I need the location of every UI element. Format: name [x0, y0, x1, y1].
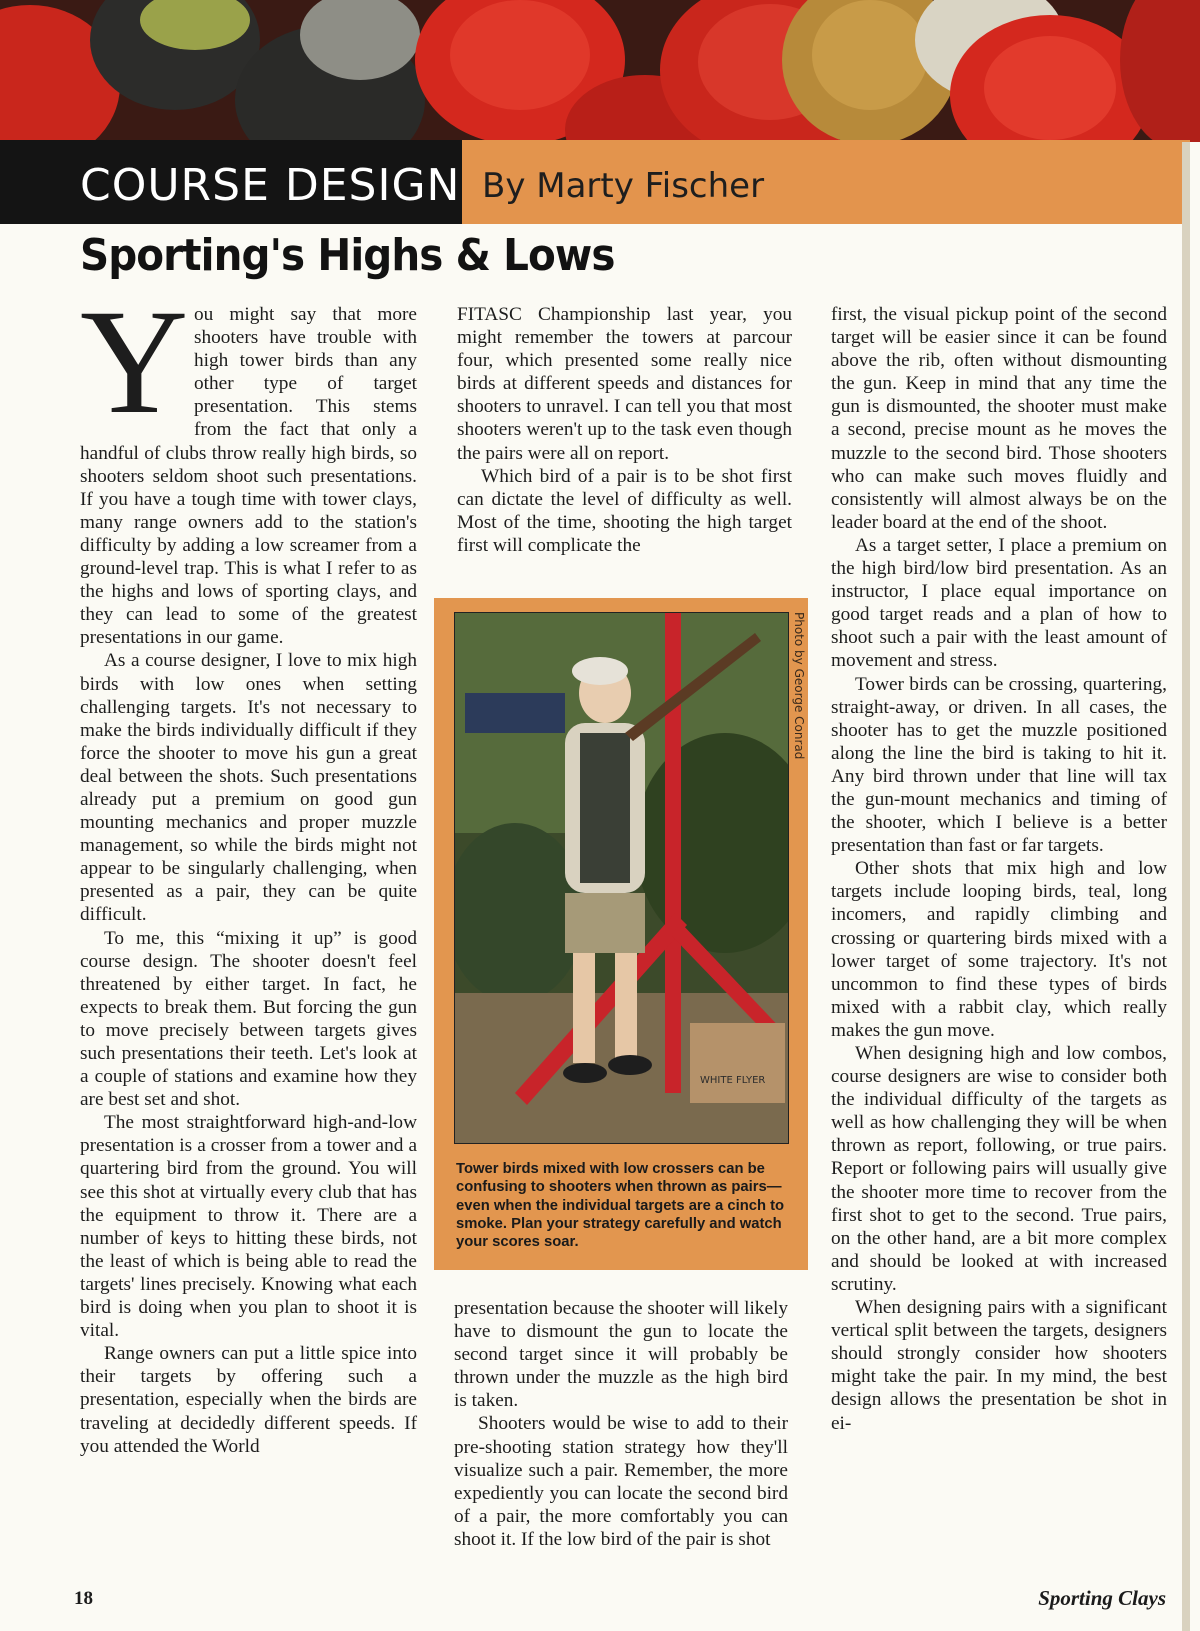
section-header [0, 140, 1190, 224]
paragraph: presentation because the shooter will likely have to dismount the gun to locate the second target since it will probably be thrown under the muzzle as the high bird is taken. [454, 1298, 788, 1412]
paragraph: Tower birds can be crossing, quartering, straight-away, or driven. In all cases, the shooter has to get the muzzle positioned along the line the bird is taking to hit it. Any bird thrown under that line will tax the gun-mount mechanics and timing of the shooter, which I believe is a better presentation than fast or far targets. [831, 673, 1167, 857]
paragraph: Shooters would be wise to add to their pre-shooting station strategy how they'll visualize such a pair. Remember, the more expediently you can locate the second bird of a pair, the more comfortably you can shoot it. If the low bird of the pair is shot [454, 1413, 788, 1550]
article-column-2-bottom [454, 1297, 788, 1567]
paragraph: Other shots that mix high and low targets include looping birds, teal, long incomers, and rapidly climbing and crossing or quartering birds mixed with a lower target of some trajectory. It's not uncommon to find these types of birds mixed with a rabbit clay, which really makes the gun move. [831, 858, 1167, 1041]
drop-cap: Y [80, 279, 189, 445]
page-number: 18 [74, 1588, 93, 1609]
clay-targets-banner [0, 0, 1200, 142]
paragraph: Which bird of a pair is to be shot first can dictate the level of difficulty as well. Most of the time, shooting the high target first will complicate the [457, 465, 792, 556]
ammo-box-label: WHITE FLYER [700, 1075, 766, 1086]
paragraph: Range owners can put a little spice into their targets by offering such a presentation, especially when the birds are traveling at decidedly different speeds. If you attended the World [80, 1343, 417, 1457]
article-column-2-top [457, 303, 792, 593]
photo-credit: Photo by George Conrad [792, 612, 806, 760]
article-column-1 [80, 279, 417, 1565]
article-column-3 [831, 303, 1167, 1565]
magazine-name: Sporting Clays [1038, 1586, 1166, 1610]
photo-caption: Tower birds mixed with low crossers can be confusing to shooters when thrown as pairs—even when the individual targets are a cinch to smoke. Plan your strategy carefully and watch your scores soar. [456, 1161, 785, 1251]
paragraph: You might say that more shooters have trouble with high tower birds than any other type of target presentation. This stems from the fact that only a handful of clubs throw really high birds, so shooters seldom shoot such presentations. If you have a tough time with tower clays, many range owners add to the station's difficulty by adding a low screamer from a ground-level trap. This is what I refer to as the highs and lows of sporting clays, and they can lead to some of the greatest presentations in our game. [80, 279, 417, 649]
paragraph: As a target setter, I place a premium on the high bird/low bird presentation. As an instructor, I place equal importance on good target reads and a plan of how to shoot such a pair with the least amount of movement and stress. [831, 534, 1167, 672]
clay-targets-image [0, 0, 1200, 142]
shooter-at-tower-image [455, 613, 789, 1144]
article-title: Sporting's Highs & Lows [80, 230, 615, 281]
section-label: COURSE DESIGN [0, 140, 462, 224]
paragraph: FITASC Championship last year, you might remember the towers at parcour four, which presented some really nice birds at different speeds and distances for shooters to unravel. I can tell you that most shooters weren't up to the task even though the pairs were all on report. [457, 304, 792, 464]
shooter-photo [454, 612, 789, 1144]
paragraph: When designing high and low combos, course designers are wise to consider both the individual difficulty of the targets as well as how challenging they will be when thrown as report, following, or true pairs. Report or following pairs will usually give the shooter more time to recover from the first shot to get to the second. True pairs, on the other hand, are a bit more complex and should be looked at with increased scrutiny. [831, 1043, 1167, 1295]
paragraph: The most straightforward high-and-low presentation is a crosser from a tower and a quartering bird from the ground. You will see this shot at virtually every club that has the equipment to throw it. There are a number of keys to hitting these birds, not the least of which is being able to read the targets' lines precisely. Knowing what each bird is doing when you plan to shoot it is vital. [80, 1112, 417, 1342]
paragraph: As a course designer, I love to mix high birds with low ones when setting challenging targets. It's not necessary to make the birds individually difficult if they force the shooter to move his gun a great deal between the shots. Such presentations already put a premium on good gun mounting mechanics and proper muzzle management, so while the birds might not appear to be singularly challenging, when presented as a pair, they can be quite difficult. [80, 650, 417, 926]
paragraph: To me, this “mixing it up” is good course design. The shooter doesn't feel threatened by either target. In fact, he expects to break them. But forcing the gun to move precisely between targets gives such presentations their teeth. Let's look at a couple of stations and examine how they are best set and shot. [80, 927, 417, 1111]
page-edge [1182, 142, 1190, 1631]
paragraph: first, the visual pickup point of the second target will be easier since it can be found above the rib, often without dismounting the gun. Keep in mind that any time the gun is dismounted, the shooter must make a second, precise mount as he moves the muzzle to the second bird. Those shooters who can make such moves fluidly and consistently will almost always be on the leader board at the end of the shoot. [831, 304, 1167, 533]
byline: By Marty Fischer [462, 140, 1190, 224]
photo-box [434, 598, 808, 1270]
paragraph: When designing pairs with a significant vertical split between the targets, designers should strongly consider how shooters might take the pair. In my mind, the best design allows the presentation be shot in ei- [831, 1297, 1167, 1434]
